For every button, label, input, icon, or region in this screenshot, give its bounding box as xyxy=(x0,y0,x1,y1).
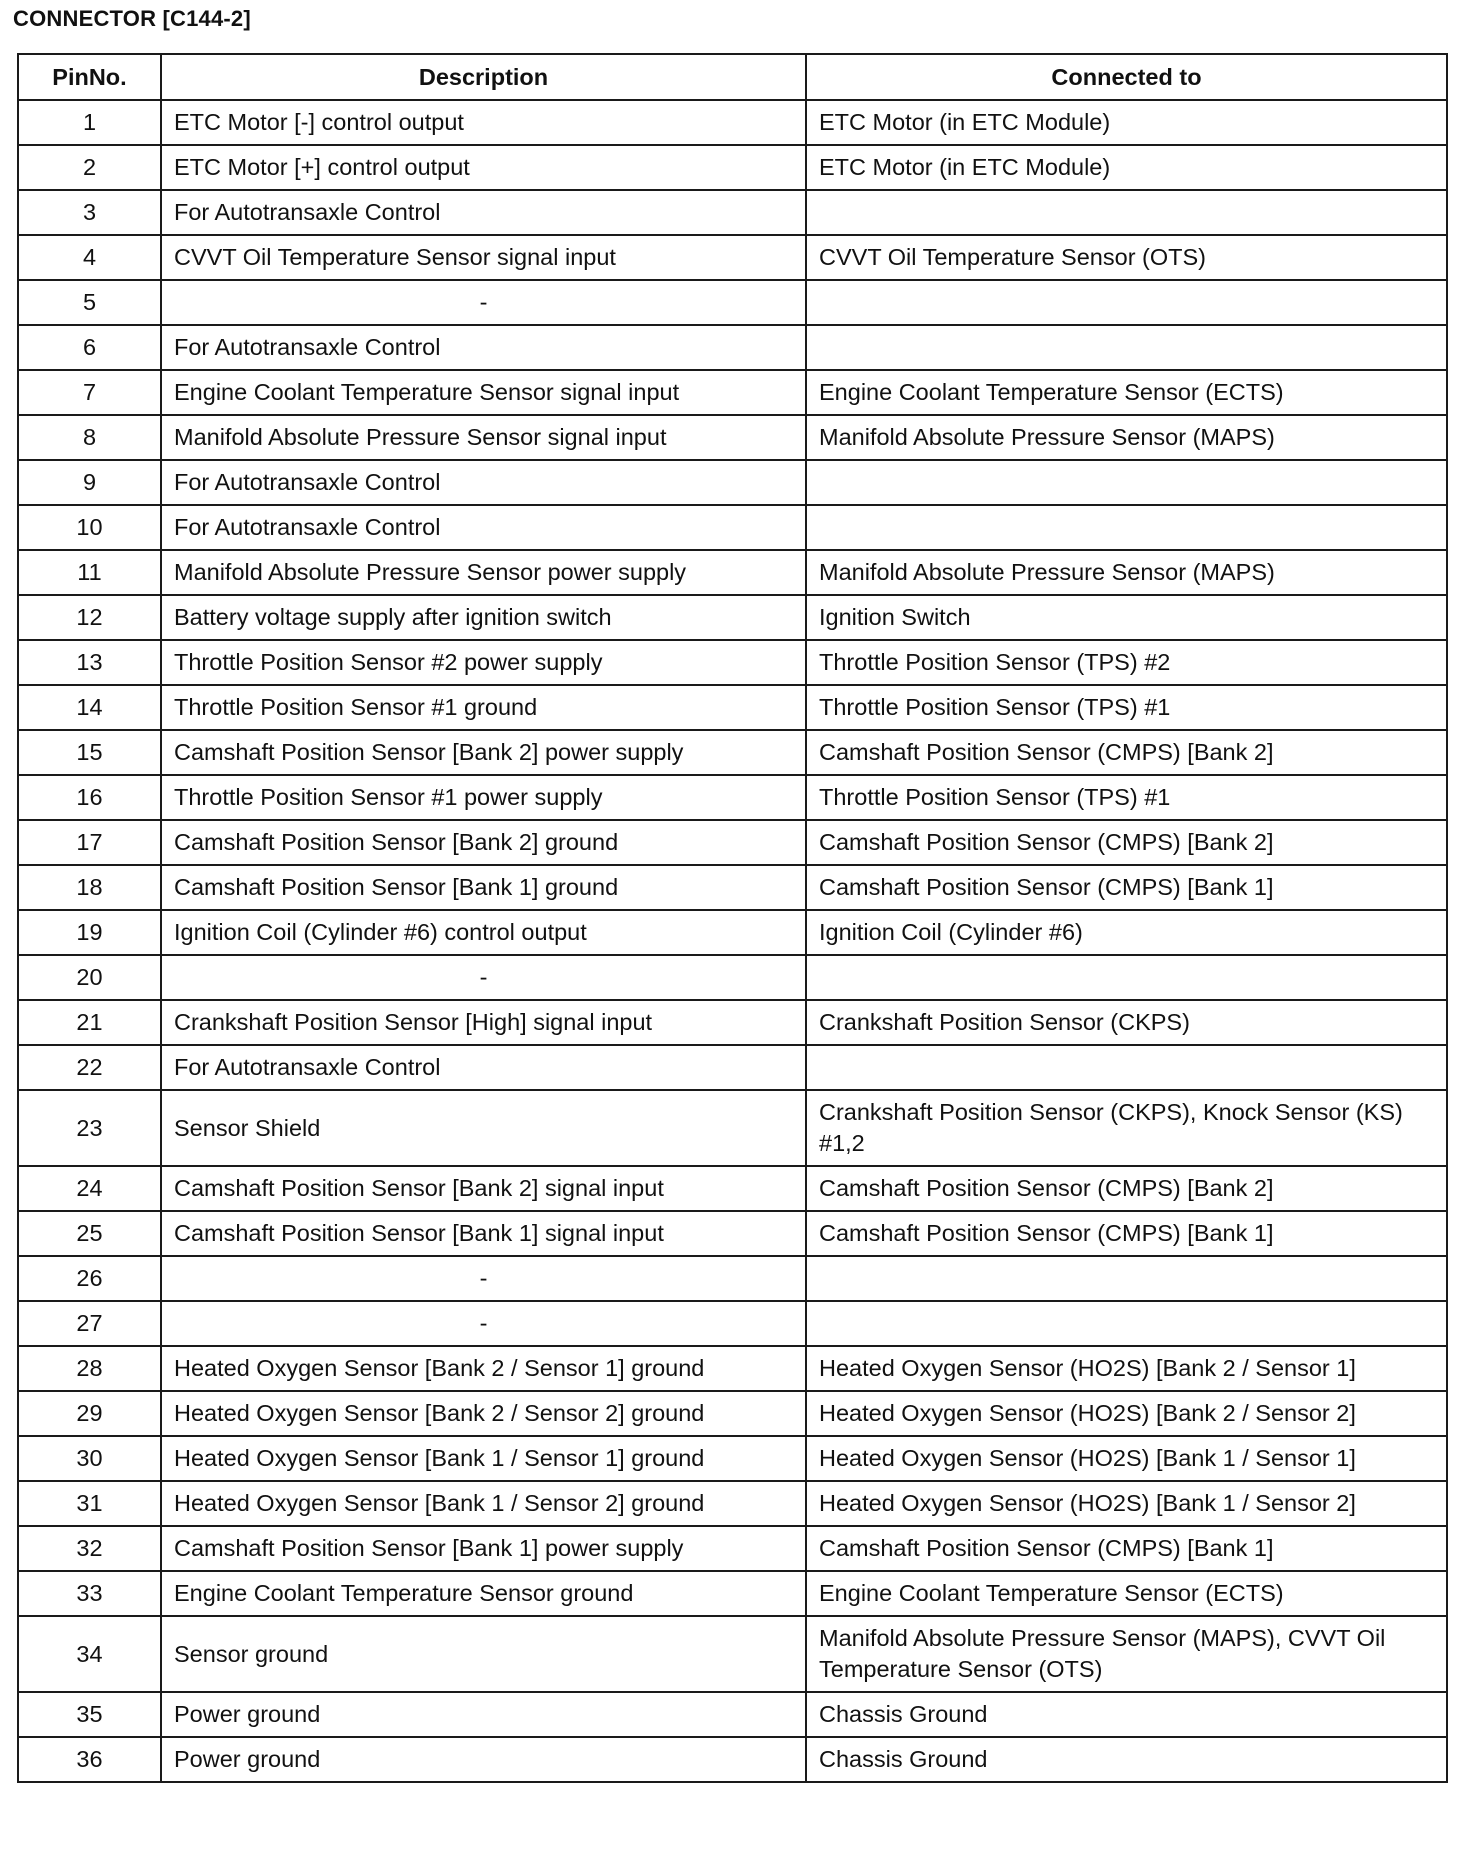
description-cell: Power ground xyxy=(161,1737,806,1782)
connected-to-cell: ETC Motor (in ETC Module) xyxy=(806,100,1447,145)
pin-number-cell: 32 xyxy=(18,1526,161,1571)
pin-number-cell: 18 xyxy=(18,865,161,910)
connected-to-cell xyxy=(806,325,1447,370)
connected-to-cell: Camshaft Position Sensor (CMPS) [Bank 2] xyxy=(806,1166,1447,1211)
description-cell: Sensor Shield xyxy=(161,1090,806,1166)
connected-to-cell xyxy=(806,280,1447,325)
connected-to-cell: Camshaft Position Sensor (CMPS) [Bank 1] xyxy=(806,1211,1447,1256)
table-row xyxy=(18,955,1447,1000)
pin-number-cell: 36 xyxy=(18,1737,161,1782)
connected-to-cell: Heated Oxygen Sensor (HO2S) [Bank 2 / Sensor 2] xyxy=(806,1391,1447,1436)
connected-to-cell: Engine Coolant Temperature Sensor (ECTS) xyxy=(806,370,1447,415)
description-cell: Engine Coolant Temperature Sensor signal input xyxy=(161,370,806,415)
description-cell: For Autotransaxle Control xyxy=(161,325,806,370)
table-row xyxy=(18,1045,1447,1090)
table-row xyxy=(18,640,1447,685)
connected-to-cell: Camshaft Position Sensor (CMPS) [Bank 2] xyxy=(806,730,1447,775)
table-row xyxy=(18,1000,1447,1045)
table-row xyxy=(18,505,1447,550)
table-row xyxy=(18,775,1447,820)
description-cell: ETC Motor [+] control output xyxy=(161,145,806,190)
table-row xyxy=(18,370,1447,415)
pin-number-cell: 14 xyxy=(18,685,161,730)
pin-number-cell: 35 xyxy=(18,1692,161,1737)
table-row xyxy=(18,595,1447,640)
pin-number-cell: 1 xyxy=(18,100,161,145)
description-cell: Engine Coolant Temperature Sensor ground xyxy=(161,1571,806,1616)
pin-number-cell: 8 xyxy=(18,415,161,460)
pin-number-cell: 28 xyxy=(18,1346,161,1391)
description-cell: Power ground xyxy=(161,1692,806,1737)
description-cell: Camshaft Position Sensor [Bank 2] ground xyxy=(161,820,806,865)
description-cell: Camshaft Position Sensor [Bank 1] signal input xyxy=(161,1211,806,1256)
description-cell: For Autotransaxle Control xyxy=(161,460,806,505)
connected-to-cell: Heated Oxygen Sensor (HO2S) [Bank 2 / Sensor 1] xyxy=(806,1346,1447,1391)
connected-to-cell xyxy=(806,1301,1447,1346)
connected-to-cell: Camshaft Position Sensor (CMPS) [Bank 1] xyxy=(806,1526,1447,1571)
table-row xyxy=(18,325,1447,370)
connected-to-cell xyxy=(806,1045,1447,1090)
description-cell: Ignition Coil (Cylinder #6) control output xyxy=(161,910,806,955)
table-row xyxy=(18,910,1447,955)
table-row xyxy=(18,820,1447,865)
description-cell: Crankshaft Position Sensor [High] signal input xyxy=(161,1000,806,1045)
connected-to-cell: Manifold Absolute Pressure Sensor (MAPS) xyxy=(806,415,1447,460)
description-cell: Manifold Absolute Pressure Sensor signal input xyxy=(161,415,806,460)
connected-to-cell: Chassis Ground xyxy=(806,1737,1447,1782)
pin-number-cell: 15 xyxy=(18,730,161,775)
table-row xyxy=(18,235,1447,280)
pin-number-cell: 21 xyxy=(18,1000,161,1045)
table-row xyxy=(18,415,1447,460)
pin-number-cell: 25 xyxy=(18,1211,161,1256)
table-row xyxy=(18,1737,1447,1782)
table-row xyxy=(18,460,1447,505)
connected-to-cell xyxy=(806,460,1447,505)
description-cell: - xyxy=(161,1301,806,1346)
pin-number-cell: 13 xyxy=(18,640,161,685)
connected-to-cell: Manifold Absolute Pressure Sensor (MAPS), CVVT Oil Temperature Sensor (OTS) xyxy=(806,1616,1447,1692)
description-cell: Heated Oxygen Sensor [Bank 1 / Sensor 1] ground xyxy=(161,1436,806,1481)
table-row xyxy=(18,1211,1447,1256)
pin-number-cell: 33 xyxy=(18,1571,161,1616)
pin-number-cell: 6 xyxy=(18,325,161,370)
description-cell: Battery voltage supply after ignition switch xyxy=(161,595,806,640)
description-cell: ETC Motor [-] control output xyxy=(161,100,806,145)
table-row xyxy=(18,100,1447,145)
table-row xyxy=(18,1256,1447,1301)
header-connected-to: Connected to xyxy=(806,54,1447,100)
pin-number-cell: 4 xyxy=(18,235,161,280)
description-cell: Heated Oxygen Sensor [Bank 1 / Sensor 2] ground xyxy=(161,1481,806,1526)
description-cell: Camshaft Position Sensor [Bank 2] power supply xyxy=(161,730,806,775)
table-row xyxy=(18,1391,1447,1436)
header-description: Description xyxy=(161,54,806,100)
description-cell: - xyxy=(161,955,806,1000)
pin-number-cell: 9 xyxy=(18,460,161,505)
pin-number-cell: 23 xyxy=(18,1090,161,1166)
table-row xyxy=(18,1301,1447,1346)
pin-number-cell: 19 xyxy=(18,910,161,955)
description-cell: Throttle Position Sensor #1 ground xyxy=(161,685,806,730)
pin-number-cell: 22 xyxy=(18,1045,161,1090)
pin-number-cell: 5 xyxy=(18,280,161,325)
description-cell: For Autotransaxle Control xyxy=(161,1045,806,1090)
table-row xyxy=(18,1090,1447,1166)
connected-to-cell: Ignition Coil (Cylinder #6) xyxy=(806,910,1447,955)
description-cell: Sensor ground xyxy=(161,1616,806,1692)
connected-to-cell: Engine Coolant Temperature Sensor (ECTS) xyxy=(806,1571,1447,1616)
connected-to-cell: Throttle Position Sensor (TPS) #1 xyxy=(806,775,1447,820)
pin-number-cell: 27 xyxy=(18,1301,161,1346)
description-cell: - xyxy=(161,280,806,325)
connector-pin-table xyxy=(17,53,1448,1783)
pin-number-cell: 34 xyxy=(18,1616,161,1692)
connected-to-cell xyxy=(806,190,1447,235)
description-cell: Camshaft Position Sensor [Bank 2] signal input xyxy=(161,1166,806,1211)
pin-number-cell: 3 xyxy=(18,190,161,235)
connected-to-cell: Chassis Ground xyxy=(806,1692,1447,1737)
table-row xyxy=(18,1436,1447,1481)
description-cell: Camshaft Position Sensor [Bank 1] ground xyxy=(161,865,806,910)
pin-number-cell: 2 xyxy=(18,145,161,190)
pin-number-cell: 17 xyxy=(18,820,161,865)
connected-to-cell: Throttle Position Sensor (TPS) #1 xyxy=(806,685,1447,730)
table-header-row xyxy=(18,54,1447,100)
table-body xyxy=(18,100,1447,1782)
connected-to-cell: Throttle Position Sensor (TPS) #2 xyxy=(806,640,1447,685)
connected-to-cell xyxy=(806,955,1447,1000)
pin-number-cell: 12 xyxy=(18,595,161,640)
pin-number-cell: 30 xyxy=(18,1436,161,1481)
connected-to-cell xyxy=(806,1256,1447,1301)
pin-number-cell: 24 xyxy=(18,1166,161,1211)
description-cell: Throttle Position Sensor #1 power supply xyxy=(161,775,806,820)
table-row xyxy=(18,145,1447,190)
pin-number-cell: 10 xyxy=(18,505,161,550)
connected-to-cell: Crankshaft Position Sensor (CKPS) xyxy=(806,1000,1447,1045)
description-cell: Manifold Absolute Pressure Sensor power supply xyxy=(161,550,806,595)
table-row xyxy=(18,550,1447,595)
pin-number-cell: 16 xyxy=(18,775,161,820)
table-row xyxy=(18,1166,1447,1211)
connected-to-cell: CVVT Oil Temperature Sensor (OTS) xyxy=(806,235,1447,280)
description-cell: Heated Oxygen Sensor [Bank 2 / Sensor 2] ground xyxy=(161,1391,806,1436)
table-row xyxy=(18,1481,1447,1526)
table-row xyxy=(18,1346,1447,1391)
table-row xyxy=(18,685,1447,730)
connected-to-cell: ETC Motor (in ETC Module) xyxy=(806,145,1447,190)
connected-to-cell: Crankshaft Position Sensor (CKPS), Knock Sensor (KS) #1,2 xyxy=(806,1090,1447,1166)
header-pin-no: PinNo. xyxy=(18,54,161,100)
description-cell: Throttle Position Sensor #2 power supply xyxy=(161,640,806,685)
pin-number-cell: 26 xyxy=(18,1256,161,1301)
table-row xyxy=(18,280,1447,325)
pin-number-cell: 7 xyxy=(18,370,161,415)
table-row xyxy=(18,865,1447,910)
description-cell: For Autotransaxle Control xyxy=(161,190,806,235)
table-row xyxy=(18,1571,1447,1616)
table-row xyxy=(18,1616,1447,1692)
connected-to-cell: Ignition Switch xyxy=(806,595,1447,640)
connected-to-cell: Heated Oxygen Sensor (HO2S) [Bank 1 / Sensor 1] xyxy=(806,1436,1447,1481)
connected-to-cell: Heated Oxygen Sensor (HO2S) [Bank 1 / Sensor 2] xyxy=(806,1481,1447,1526)
table-row xyxy=(18,1692,1447,1737)
connected-to-cell: Camshaft Position Sensor (CMPS) [Bank 2] xyxy=(806,820,1447,865)
description-cell: CVVT Oil Temperature Sensor signal input xyxy=(161,235,806,280)
table-row xyxy=(18,1526,1447,1571)
pin-number-cell: 20 xyxy=(18,955,161,1000)
description-cell: For Autotransaxle Control xyxy=(161,505,806,550)
description-cell: Camshaft Position Sensor [Bank 1] power supply xyxy=(161,1526,806,1571)
description-cell: Heated Oxygen Sensor [Bank 2 / Sensor 1] ground xyxy=(161,1346,806,1391)
pin-number-cell: 11 xyxy=(18,550,161,595)
description-cell: - xyxy=(161,1256,806,1301)
connected-to-cell xyxy=(806,505,1447,550)
connector-title: CONNECTOR [C144-2] xyxy=(13,6,251,31)
table-row xyxy=(18,730,1447,775)
connected-to-cell: Manifold Absolute Pressure Sensor (MAPS) xyxy=(806,550,1447,595)
pin-number-cell: 31 xyxy=(18,1481,161,1526)
connected-to-cell: Camshaft Position Sensor (CMPS) [Bank 1] xyxy=(806,865,1447,910)
table-row xyxy=(18,190,1447,235)
pin-number-cell: 29 xyxy=(18,1391,161,1436)
